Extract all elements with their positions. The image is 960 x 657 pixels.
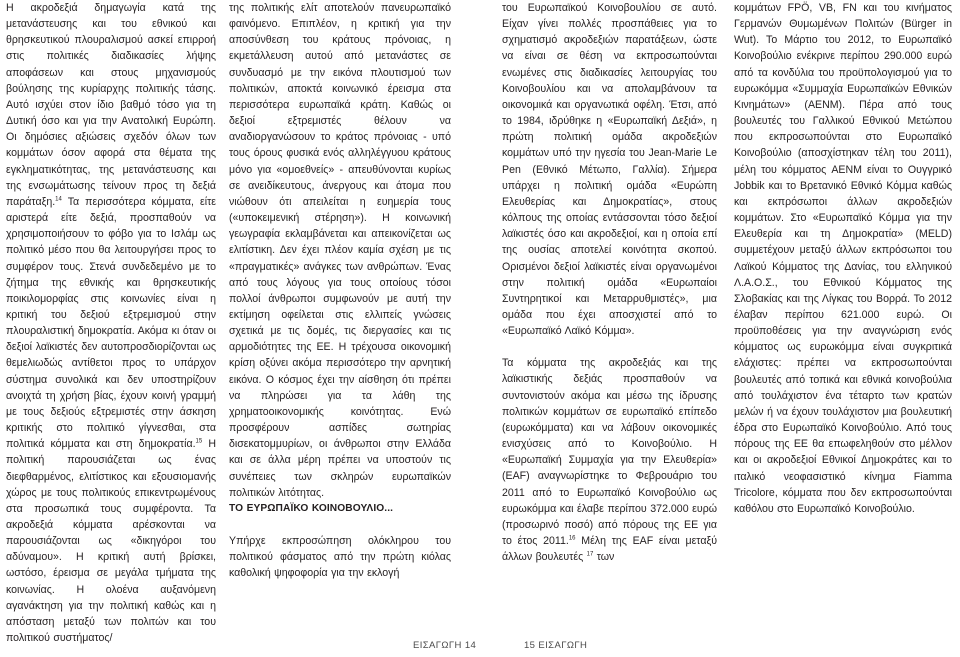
text-column-2 — [229, 0, 451, 581]
paragraph: Η ακροδεξιά δημαγωγία κατά της μετανάστευσης και του εθνικού και θρησκευτικού πλουραλισμού ασκεί επιρροή στις πολιτικές διαδικασίες λήψης αποφάσεων και στους μηχανισμούς βούλησης της κυρίαρχης πολιτικής τάσης. Αυτό ισχύει στον ίδιο βαθμό τόσο για τη Δυτική όσο και για την Ανατολική Ευρώπη. Οι δημόσιες αξιώσεις σχεδόν όλων των κομμάτων όσον αφορά στα θέματα της εγκληματικότητας, της μετανάστευσης και της ενσωμάτωσης τείνουν προς τη δεξιά παράταξη.$^{14}$ Τα περισσότερα κόμματα, είτε αριστερά είτε δεξιά, προσπαθούν να χρησιμοποιήσουν το φόβο για το Ισλάμ ως πολιτικό μέσο που θα λειτουργήσει προς το συμφέρον τους. Στενά συνδεδεμένο με το ζήτημα της εθνικής και θρησκευτικής ποικιλομορφίας στις κοινωνίες είναι η κριτική του δεξιού εξτρεμισμού στην πλουραλιστική δημοκρατία. Ακόμα κι όταν οι δεξιοί λαϊκιστές δεν αυτοπροσδιορίζονται ως θεμελιωδώς αντίθετοι προς το υπάρχον σύστημα συνολικά και δεν υποστηρίζουν ανοιχτά τη χρήση βίας, έχουν κοινή γραμμή με τους δεξιούς εξτρεμιστές στην άσκηση κριτικής στο πολιτικό γίγνεσθαι, στα πολιτικά κόμματα και στη δημοκρατία.$^{15}$ Η πολιτική παρουσιάζεται ως ένας διεφθαρμένος, ελιτίστικος και εξουσιομανής χώρος με τους πολιτικούς επικεντρωμένους στα προσωπικά τους συμφέροντα. Τα ακροδεξιά κόμματα αρέσκονται να παρουσιάζονται ως «δικηγόροι του αδύναμου». Η κριτική αυτή βρίσκει, ωστόσο, έρεισμα σε μεγάλα τμήματα της κοινωνίας. Η ολοένα αυξανόμενη αγανάκτηση για την πολιτική καθώς και η απόσταση μεταξύ των πολιτών και του πολιτικού συστήματος/ — [6, 2, 216, 645]
footnote-marker[interactable]: 16 — [568, 535, 576, 542]
paragraph: κομμάτων FPÖ, VB, FN και του κινήματος Γερμανών Θυμωμένων Πολιτών (Bürger in Wut). Το Μάρτιο του 2012, το Ευρωπαϊκό Κοινοβούλιο ενέκρινε περίπου 290.000 ευρώ από τα κονδύλια του προϋπολογισμού για το ευρωκόμμα «Συμμαχία Ευρωπαϊκών Εθνικών Κινημάτων» (AENM). Πέρα από τους βουλευτές του Γαλλικού Εθνικού Μετώπου που εκπροσωπούνται στο Ευρωπαϊκό Κοινοβούλιο (αποσχίστηκαν τέλη του 2011), μέλη του κόμματος AENM είναι το Ουγγρικό Jobbik και το Βρετανικό Εθνικό Κόμμα καθώς και εκπρόσωποι άλλων ακροδεξιών κομμάτων. Στο «Ευρωπαϊκό Κόμμα για την Ελευθερία και τη Δημοκρατία» (MELD) συμμετέχουν μεταξύ άλλων εκπρόσωποι του Λαϊκού Κόμματος της Δανίας, του ελληνικού Λ.Α.Ο.Σ., του Εθνικού Κόμματος της Σλοβακίας και της Λίγκας του Βορρά. Το 2012 έλαβαν περίπου 621.000 ευρώ. Οι προϋποθέσεις για την αναγνώριση ενός κόμματος ως ευρωκόμμα είναι συγκριτικά ελάχιστες: πρέπει να εκπροσωπούνται βουλευτές από τοπικά και εθνικά κοινοβούλια από τουλάχιστον ένα τέταρτο των κρατών μελών ή να έχουν τουλάχιστον μια βουλευτική έδρα στο Ευρωπαϊκό Κοινοβούλιο. Από τους πόρους της ΕΕ θα επωφεληθούν στο μέλλον και οι ακροδεξιοί Εθνικοί Δημοκράτες και το ιταλικό νεοφασιστικό κίνημα Fiamma Tricolore, κόμματα που δεν εκπροσωπούνται καθόλου στο Ευρωπαϊκό Κοινοβούλιο. — [734, 2, 952, 515]
text-column-1 — [6, 0, 216, 646]
footnote-marker[interactable]: 17 — [586, 551, 594, 558]
paragraph: της πολιτικής ελίτ αποτελούν πανευρωπαϊκό φαινόμενο. Επιπλέον, η κριτική για την αποσύνθεση του κράτους πρόνοιας, η εκμετάλλευση αυτού από μετανάστες σε συνδυασμό με την εικόνα πλουτισμού των πολιτικών, αποκτά κοινωνικό έρεισμα στα περισσότερα ευρωπαϊκά κράτη. Καθώς οι δεξιοί εξτρεμιστές θέλουν να αναδιοργανώσουν το κράτος πρόνοιας - υπό τους όρους φυσικά ενός αλληλέγγυου κράτους μόνο για «ομοεθνείς» - απευθύνονται κυρίως σε ανειδίκευτους, άνεργους και άτομα που νιώθουν ότι απειλείται η ευημερία τους («υποκειμενική στέρηση»). Η κοινωνική γεωγραφία εκλαμβάνεται και απεικονίζεται ως ελιτίστικη. Δεν έχει πλέον καμία σχέση με τις «πραγματικές» ανάγκες των ανθρώπων. Ένας από τους λόγους για τους οποίους τόσοι πολλοί άνθρωποι συμφωνούν με αυτή την εκτίμηση οφείλεται στις ελλιπείς γνώσεις σχετικά με τις δομές, τις διεργασίες και τις αρμοδιότητες της ΕΕ. Η τρέχουσα οικονομική κρίση οξύνει ακόμα περισσότερο την αρνητική εικόνα. Ο κόσμος έχει την αίσθηση ότι πρέπει να πληρώσει για τα λάθη της χρηματοοικονομικής κοινότητας. Ενώ προσφέρουν ασπίδες σωτηρίας δισεκατομμυρίων, οι άνθρωποι στην Ελλάδα και σε άλλα μέρη πρέπει να υποστούν τις συνέπειες των σκληρών ευρωπαϊκών πολιτικών λιτότητας. — [229, 2, 451, 499]
page-number-right: 15 ΕΙΣΑΓΩΓΗ — [524, 640, 588, 651]
text-column-4 — [734, 0, 952, 517]
paragraph: του Ευρωπαϊκού Κοινοβουλίου σε αυτό. Είχαν γίνει πολλές προσπάθειες για το σχηματισμό ακροδεξιών παρατάξεων, ώστε να είναι σε θέση να εκπροσωπούνται ενωμένες στις διαδικασίες λειτουργίας του Κοινοβουλίου και να απολαμβάνουν τα οικονομικά και οργανωτικά οφέλη. Έτσι, από το 1984, ιδρύθηκε η «Ευρωπαϊκή Δεξιά», η πρώτη πολιτική ομάδα ακροδεξιών κομμάτων υπό την ηγεσία του Jean-Marie Le Pen (Εθνικό Μέτωπο, Γαλλία). Σήμερα υπάρχει η πολιτική ομάδα «Ευρώπη Ελευθερίας και Δημοκρατίας», στους κόλπους της οποίας εντάσσονται τόσο δεξιοί λαϊκιστές όσο και ακροδεξιοί, και η οποία επί της ουσίας αποτελεί κοινότητα σκοπού. Ορισμένοι δεξιοί λαϊκιστές είναι οργανωμένοι στην πολιτική ομάδα «Ευρωπαίοι Συντηρητικοί και Μεταρρυθμιστές», μια ομάδα που έχει αποσχιστεί από το «Ευρωπαϊκό Λαϊκό Κόμμα». — [502, 2, 717, 338]
paragraph: Τα κόμματα της ακροδεξιάς και της λαϊκιστικής δεξιάς προσπαθούν να συντονιστούν ακόμα και μέσω της ίδρυσης πολιτικών κομμάτων σε ευρωπαϊκό επίπεδο (ευρωκόμματα) και να λάβουν οικονομικές ενισχύσεις από το Κοινοβούλιο. Η «Ευρωπαϊκή Συμμαχία για την Ελευθερία» (EAF) αναγνωρίστηκε το Φεβρουάριο του 2011 από το Ευρωπαϊκό Κοινοβούλιο ως ευρωκόμμα και έλαβε περίπου 372.000 ευρώ (προσωρινό ποσό) από πόρους της ΕΕ για το έτος 2011.16 Μέλη της EAF είναι μεταξύ άλλων βουλευτές $^{17}$ των — [502, 357, 717, 564]
page-number-left: ΕΙΣΑΓΩΓΗ 14 — [413, 640, 477, 651]
footnote-marker[interactable]: 15 — [195, 438, 203, 445]
text-column-3 — [502, 0, 717, 565]
footnote-marker[interactable]: 14 — [55, 196, 62, 203]
section-heading: ΤΟ ΕΥΡΩΠΑΪΚΟ ΚΟΙΝΟΒΟΥΛΙΟ... — [229, 502, 394, 514]
paragraph: Υπήρχε εκπροσώπηση ολόκληρου του πολιτικού φάσματος από την πρώτη κιόλας καθολική ψηφοφορία για την εκλογή — [229, 535, 451, 580]
